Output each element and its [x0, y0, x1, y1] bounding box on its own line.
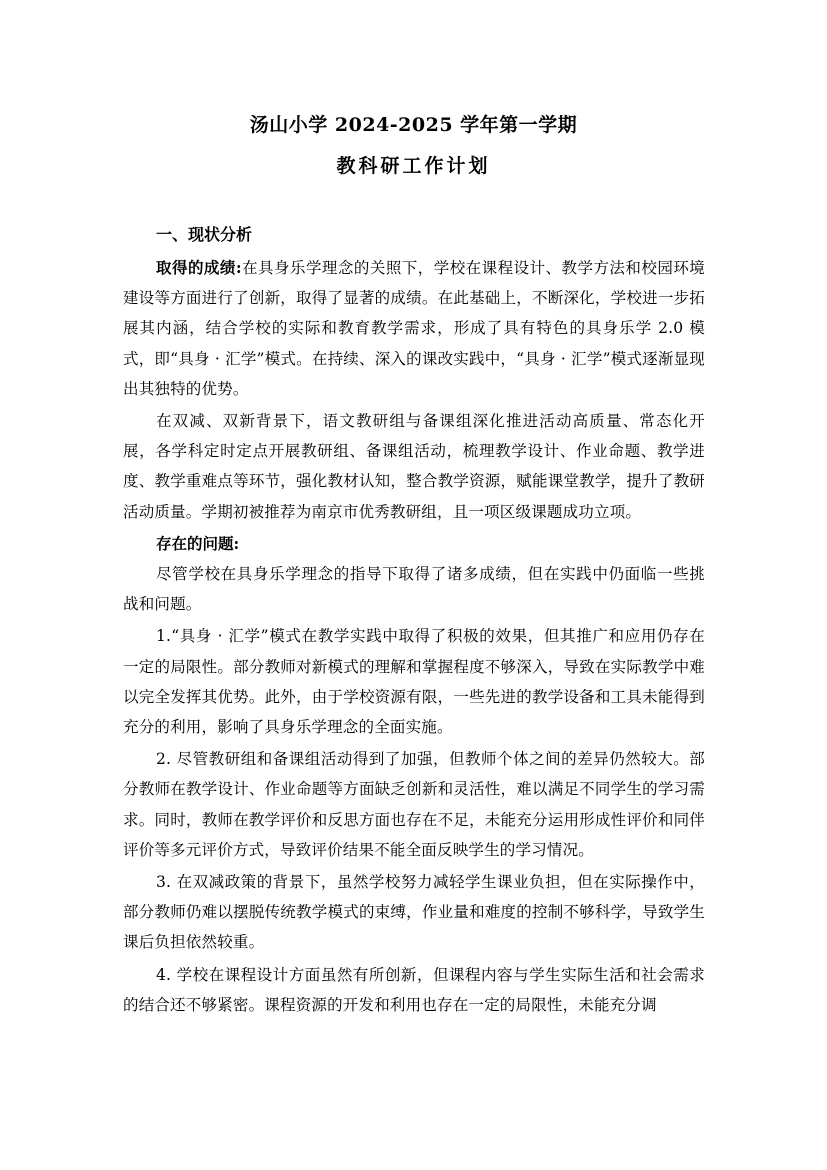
- problem-item-4: 4. 学校在课程设计方面虽然有所创新，但课程内容与学生实际生活和社会需求的结合还不够紧密。课程资源的开发和利用也存在一定的局限性，未能充分调: [123, 965, 705, 1014]
- document-title: 汤山小学 2024-2025 学年第一学期: [249, 114, 578, 136]
- section-heading-status-analysis: 一、现状分析: [156, 225, 253, 244]
- achievements-label: 取得的成绩:: [156, 258, 242, 277]
- problems-intro-paragraph: 尽管学校在具身乐学理念的指导下取得了诸多成绩，但在实践中仍面临一些挑战和问题。: [123, 565, 705, 614]
- document-body: [123, 223, 705, 1020]
- problems-label: 存在的问题:: [156, 533, 240, 553]
- document-subtitle: 教科研工作计划: [336, 155, 491, 177]
- problem-item-1: 1.“具身 · 汇学”模式在教学实践中取得了积极的效果，但其推广和应用仍存在一定的局限性。部分教师对新模式的理解和掌握程度不够深入，导致在实际教学中难以完全发挥其优势。此外，由于学校资源有限，一些先进的教学设备和工具未能得到充分的利用，影响了具身乐学理念的全面实施。: [123, 627, 705, 737]
- problem-item-3: 3. 在双减政策的背景下，虽然学校努力减轻学生课业负担，但在实际操作中，部分教师仍难以摆脱传统教学模式的束缚，作业量和难度的控制不够科学，导致学生课后负担依然较重。: [123, 873, 705, 952]
- teaching-research-paragraph: 在双减、双新背景下，语文教研组与备课组深化推进活动高质量、常态化开展，各学科定时定点开展教研组、备课组活动，梳理教学设计、作业命题、教学进度、教学重难点等环节，强化教材认知，整合教学资源，赋能课堂教学，提升了教研活动质量。学期初被推荐为南京市优秀教研组，且一项区级课题成功立项。: [123, 412, 705, 521]
- achievements-text: 在具身乐学理念的关照下，学校在课程设计、教学方法和校园环境建设等方面进行了创新，取得了显著的成绩。在此基础上，不断深化，学校进一步拓展其内涵，结合学校的实际和教育教学需求，形成了具有特色的具身乐学 2.0 模式，即“具身 · 汇学”模式。在持续、深入的课改实践中，“具身 · 汇学”模式逐渐显现出其独特的优势。: [123, 259, 705, 398]
- achievements-paragraph: [123, 253, 705, 404]
- problem-item-2: 2. 尽管教研组和备课组活动得到了加强，但教师个体之间的差异仍然较大。部分教师在教学设计、作业命题等方面缺乏创新和灵活性，难以满足不同学生的学习需求。同时，教师在教学评价和反思方面也存在不足，未能充分运用形成性评价和同伴评价等多元评价方式，导致评价结果不能全面反映学生的学习情况。: [123, 750, 705, 859]
